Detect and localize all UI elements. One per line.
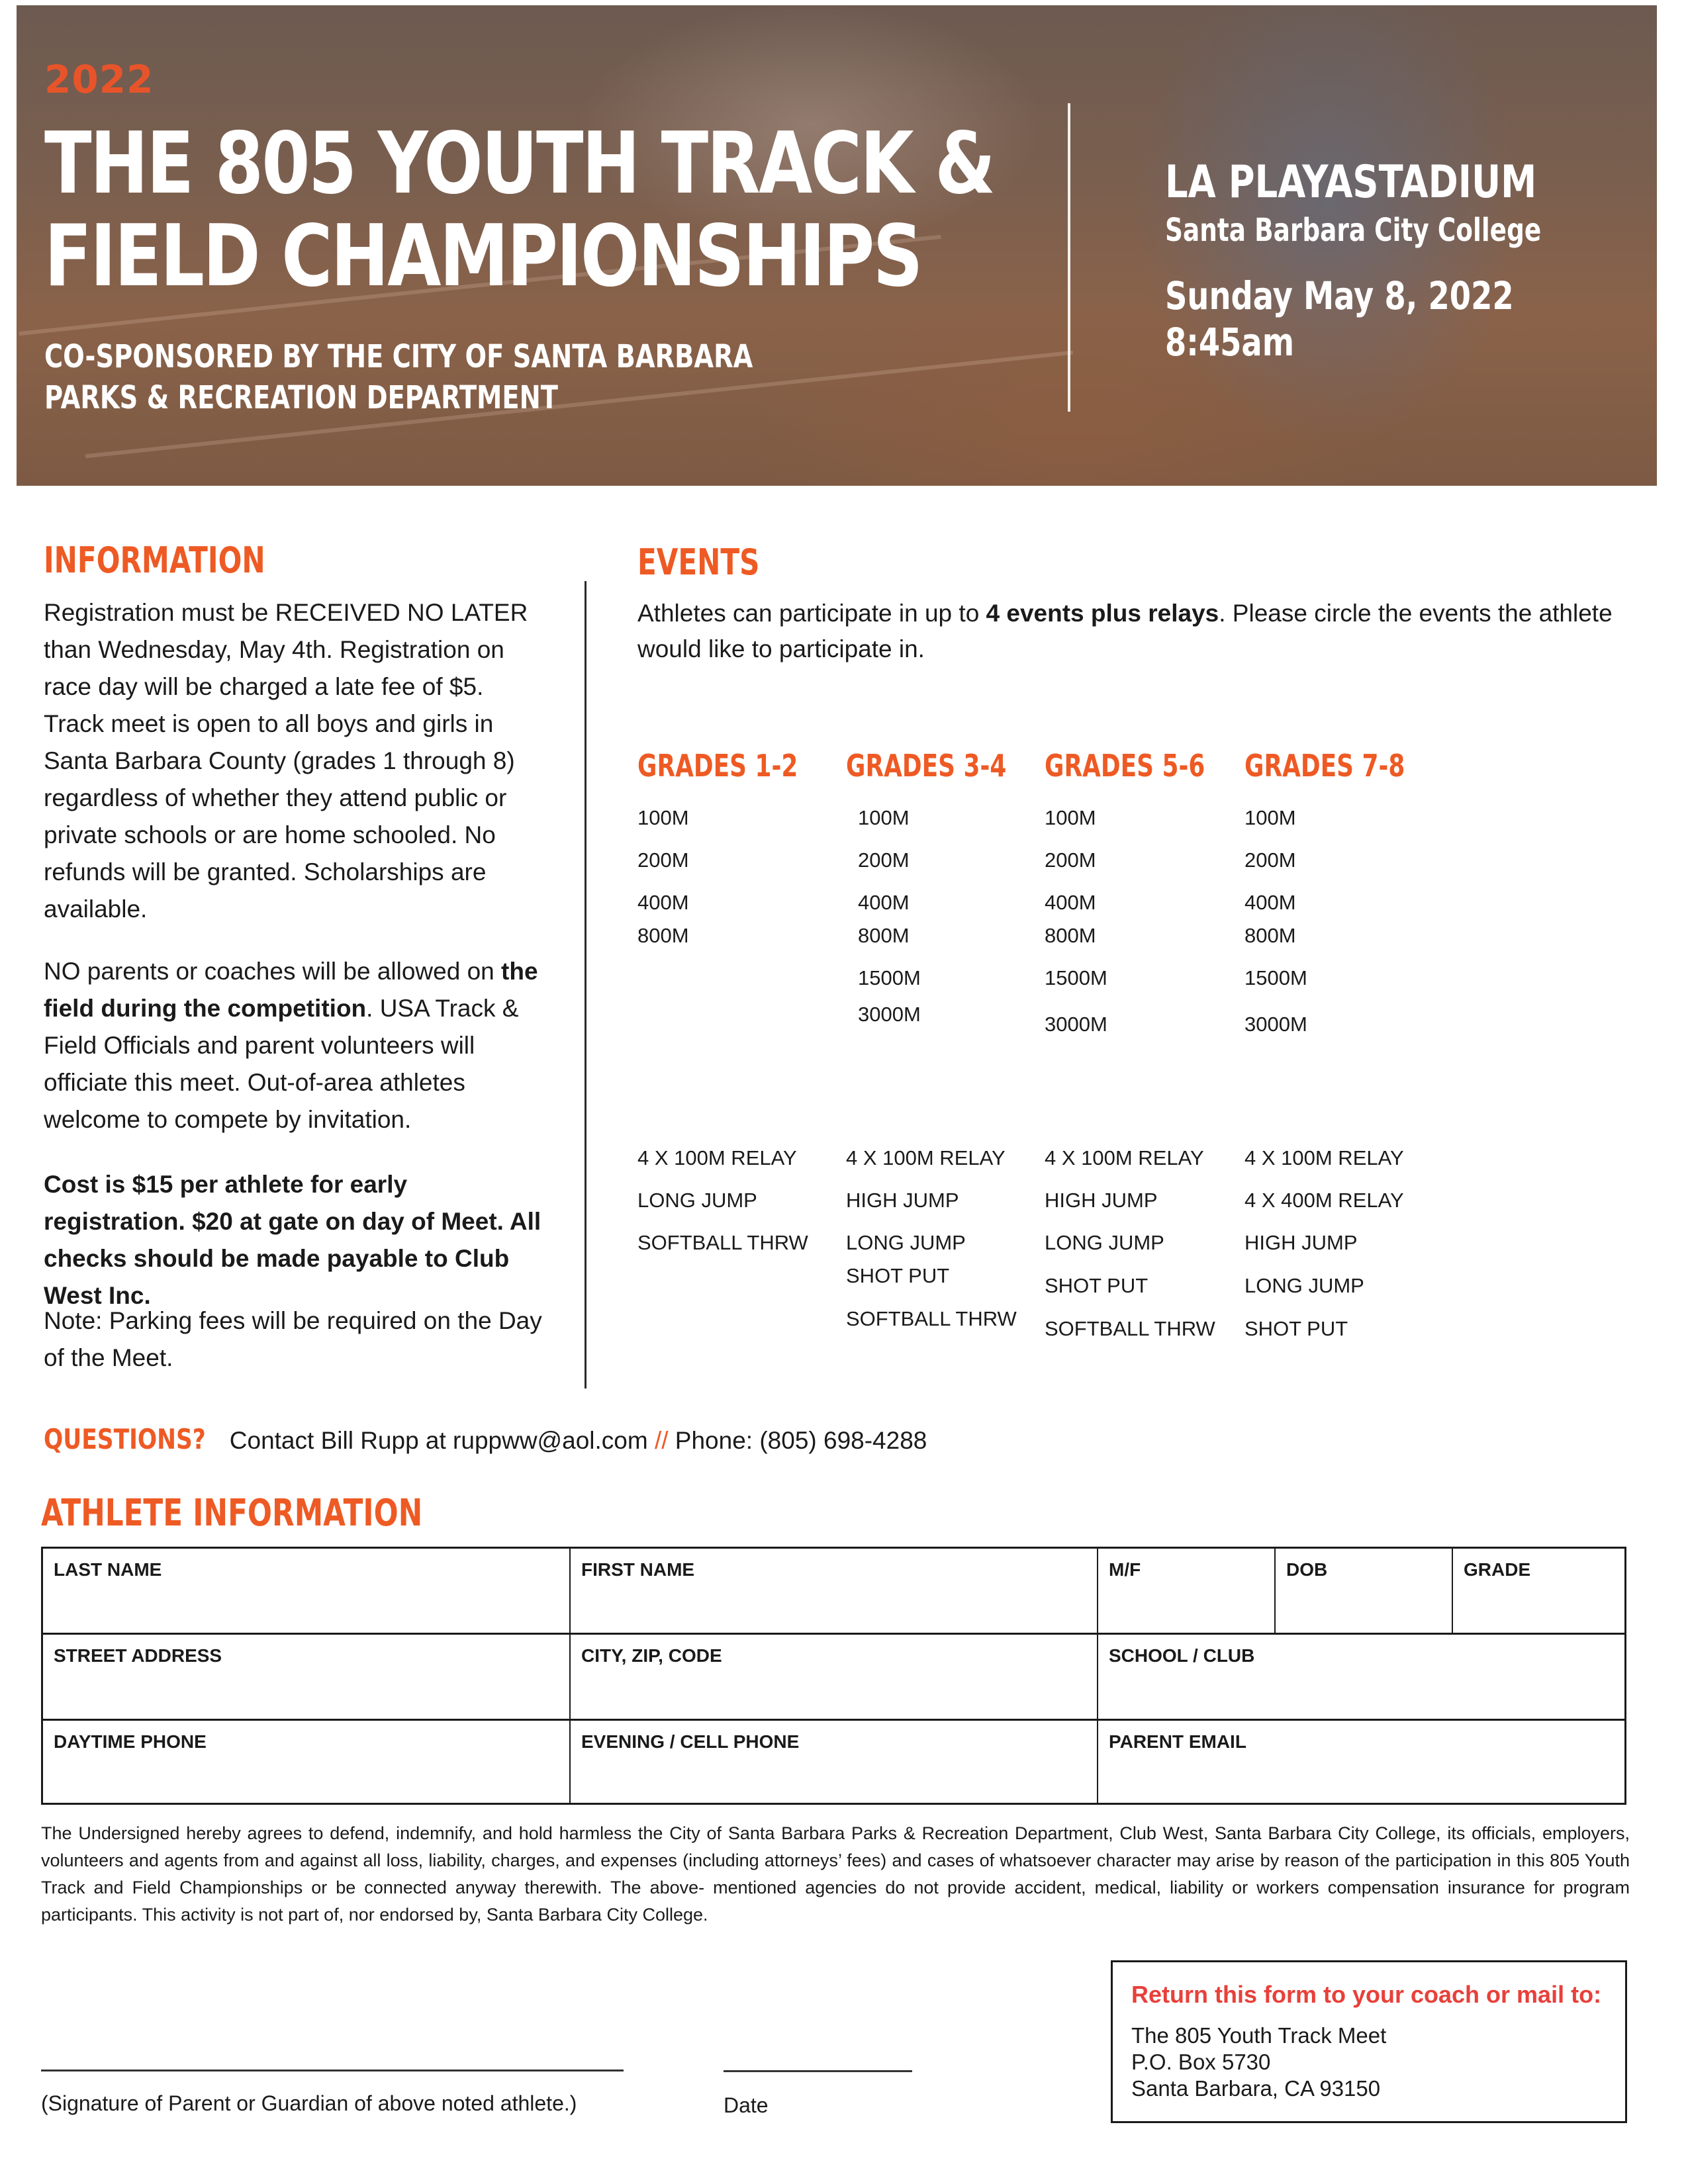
- grade-heading: GRADES 5-6: [1045, 748, 1205, 784]
- grade-label: GRADE: [1464, 1559, 1531, 1580]
- questions-label: QUESTIONS?: [44, 1423, 206, 1455]
- venue-name: LA PLAYASTADIUM: [1165, 156, 1537, 208]
- city-zip-input[interactable]: [580, 1683, 1088, 1711]
- street-address-cell: [43, 1635, 571, 1721]
- return-address-box: [1111, 1960, 1627, 2123]
- dob-input[interactable]: [1285, 1597, 1442, 1625]
- first-name-cell: [571, 1549, 1098, 1635]
- dob-cell: [1276, 1549, 1453, 1635]
- event-date: Sunday May 8, 2022: [1165, 273, 1514, 318]
- page-title: [44, 114, 994, 306]
- event-year: 2022: [44, 57, 154, 102]
- event-option[interactable]: 800M: [637, 924, 689, 947]
- event-option[interactable]: 3000M: [858, 1003, 921, 1026]
- event-option[interactable]: 3000M: [1244, 1013, 1307, 1036]
- athlete-information-form: [41, 1547, 1626, 1805]
- event-option[interactable]: 400M: [1244, 891, 1296, 914]
- event-option[interactable]: 800M: [1244, 924, 1296, 947]
- event-option[interactable]: 400M: [637, 891, 689, 914]
- cell-phone-input[interactable]: [580, 1767, 1088, 1795]
- first-name-input[interactable]: [580, 1597, 1088, 1625]
- date-label: Date: [724, 2093, 769, 2117]
- return-title: Return this form to your coach or mail to:: [1131, 1981, 1602, 2008]
- events-intro-end: . Please circle the events the athlete would like to participate in.: [637, 600, 1613, 662]
- school-club-label: SCHOOL / CLUB: [1109, 1645, 1255, 1666]
- event-option[interactable]: 3000M: [1045, 1013, 1107, 1036]
- event-option[interactable]: LONG JUMP: [637, 1189, 757, 1212]
- parent-email-input[interactable]: [1107, 1767, 1615, 1795]
- event-option[interactable]: 4 X 100M RELAY: [1045, 1146, 1204, 1169]
- title-line-1: THE 805 YOUTH TRACK &: [44, 114, 994, 213]
- event-option[interactable]: SOFTBALL THRW: [846, 1307, 1017, 1330]
- event-option[interactable]: LONG JUMP: [846, 1231, 966, 1254]
- daytime-phone-label: DAYTIME PHONE: [54, 1731, 207, 1752]
- date-line[interactable]: [724, 2070, 912, 2072]
- event-option[interactable]: 400M: [858, 891, 910, 914]
- event-option[interactable]: SOFTBALL THRW: [637, 1231, 808, 1254]
- event-option[interactable]: 200M: [1045, 848, 1096, 872]
- event-option[interactable]: 1500M: [1244, 966, 1307, 989]
- signature-line[interactable]: [41, 2070, 624, 2071]
- questions-contact: [44, 1423, 927, 1455]
- cosponsor-line-1: CO-SPONSORED BY THE CITY OF SANTA BARBARA: [44, 338, 753, 375]
- cell-phone-cell: [571, 1721, 1098, 1803]
- event-option[interactable]: SHOT PUT: [1045, 1274, 1149, 1297]
- event-option[interactable]: 800M: [1045, 924, 1096, 947]
- event-option[interactable]: HIGH JUMP: [1045, 1189, 1158, 1212]
- event-option[interactable]: 100M: [637, 806, 689, 829]
- information-heading: INFORMATION: [44, 539, 265, 581]
- first-name-label: FIRST NAME: [581, 1559, 695, 1580]
- event-option[interactable]: 100M: [1045, 806, 1096, 829]
- event-option[interactable]: HIGH JUMP: [1244, 1231, 1358, 1254]
- phone-text: Phone: (805) 698-4288: [668, 1427, 927, 1454]
- contact-text: Contact Bill Rupp at ruppww@aol.com: [222, 1427, 655, 1454]
- event-option[interactable]: 1500M: [858, 966, 921, 989]
- grade-heading: GRADES 7-8: [1244, 748, 1405, 784]
- grade-input[interactable]: [1462, 1597, 1615, 1625]
- last-name-input[interactable]: [52, 1597, 560, 1625]
- hero-banner: [17, 5, 1657, 486]
- banner-divider: [1068, 103, 1070, 412]
- info-p2-bold: the field during the competition: [44, 958, 538, 1022]
- mf-label: M/F: [1109, 1559, 1141, 1580]
- event-option[interactable]: 100M: [1244, 806, 1296, 829]
- street-address-label: STREET ADDRESS: [54, 1645, 222, 1666]
- city-zip-cell: [571, 1635, 1098, 1721]
- events-intro: [637, 596, 1644, 667]
- cosponsor-line-2: PARKS & RECREATION DEPARTMENT: [44, 379, 558, 416]
- daytime-phone-input[interactable]: [52, 1767, 560, 1795]
- signature-label: (Signature of Parent or Guardian of above noted athlete.): [41, 2091, 577, 2115]
- cosponsor-text: [44, 336, 753, 418]
- event-option[interactable]: 200M: [637, 848, 689, 872]
- event-time: 8:45am: [1165, 320, 1295, 365]
- grade-cell: [1453, 1549, 1624, 1635]
- school-club-cell: [1098, 1635, 1624, 1721]
- school-club-input[interactable]: [1107, 1683, 1615, 1711]
- events-intro-start: Athletes can participate in up to: [637, 600, 986, 627]
- city-zip-label: CITY, ZIP, CODE: [581, 1645, 722, 1666]
- address-line-2: P.O. Box 5730: [1131, 2050, 1271, 2074]
- address-line-1: The 805 Youth Track Meet: [1131, 2023, 1387, 2048]
- event-option[interactable]: SHOT PUT: [846, 1264, 950, 1287]
- info-field-access-paragraph: [44, 953, 547, 1138]
- event-option[interactable]: 4 X 100M RELAY: [846, 1146, 1006, 1169]
- liability-waiver: The Undersigned hereby agrees to defend, indemnify, and hold harmless the City of Santa Barbara Parks & Recreation Department, Club West, Santa Barbara City College, its officials, employers, volunteers and agents from and against all loss, liability, charges, and expenses (including attorneys’ fees) and cases of whatsoever character may arise by reason of the participation in this 805 Youth Track and Field Championships or be connected anyway therewith. The above- mentioned agencies do not provide accident, medical, liability or workers compensation insurance for program participants. This activity is not part of, nor endorsed by, Santa Barbara City College.: [41, 1823, 1630, 1925]
- event-option[interactable]: 1500M: [1045, 966, 1107, 989]
- info-parking-note: Note: Parking fees will be required on the Day of the Meet.: [44, 1307, 542, 1371]
- daytime-phone-cell: [43, 1721, 571, 1803]
- event-option[interactable]: 800M: [858, 924, 910, 947]
- event-option[interactable]: 100M: [858, 806, 910, 829]
- event-option[interactable]: 4 X 400M RELAY: [1244, 1189, 1404, 1212]
- event-option[interactable]: 4 X 100M RELAY: [1244, 1146, 1404, 1169]
- events-intro-bold: 4 events plus relays: [986, 600, 1219, 627]
- event-option[interactable]: 200M: [858, 848, 910, 872]
- address-line-3: Santa Barbara, CA 93150: [1131, 2076, 1381, 2101]
- dob-label: DOB: [1286, 1559, 1328, 1580]
- parent-email-label: PARENT EMAIL: [1109, 1731, 1246, 1752]
- cell-phone-label: EVENING / CELL PHONE: [581, 1731, 800, 1752]
- street-address-input[interactable]: [52, 1683, 560, 1711]
- info-cost-paragraph: Cost is $15 per athlete for early registration. $20 at gate on day of Meet. All checks should be made payable to Club West Inc.: [44, 1171, 541, 1309]
- info-registration-paragraph: Registration must be RECEIVED NO LATER than Wednesday, May 4th. Registration on race day will be charged a late fee of $5. Track meet is open to all boys and girls in Santa Barbara County (grades 1 through 8) regardless of whether they attend public or private schools or are home schooled. No refunds will be granted. Scholarships are available.: [44, 599, 528, 923]
- grade-heading: GRADES 3-4: [846, 748, 1007, 784]
- event-option[interactable]: 400M: [1045, 891, 1096, 914]
- mf-input[interactable]: [1107, 1597, 1265, 1625]
- event-option[interactable]: LONG JUMP: [1244, 1274, 1364, 1297]
- mf-cell: [1098, 1549, 1276, 1635]
- title-line-2: FIELD CHAMPIONSHIPS: [44, 207, 921, 306]
- event-option[interactable]: HIGH JUMP: [846, 1189, 959, 1212]
- events-heading: EVENTS: [637, 541, 760, 583]
- event-option[interactable]: SHOT PUT: [1244, 1317, 1348, 1340]
- separator: //: [654, 1427, 669, 1454]
- column-divider: [585, 581, 586, 1388]
- grade-heading: GRADES 1-2: [637, 748, 798, 784]
- info-p2-start: NO parents or coaches will be allowed on: [44, 958, 494, 985]
- athlete-information-heading: ATHLETE INFORMATION: [41, 1492, 423, 1535]
- event-option[interactable]: LONG JUMP: [1045, 1231, 1164, 1254]
- info-p2-end: . USA Track & Field Officials and parent volunteers will officiate this meet. Out-of-area athletes welcome to compete by invitation.: [44, 995, 519, 1133]
- last-name-cell: [43, 1549, 571, 1635]
- parent-email-cell: [1098, 1721, 1624, 1803]
- last-name-label: LAST NAME: [54, 1559, 162, 1580]
- event-option[interactable]: 4 X 100M RELAY: [637, 1146, 797, 1169]
- event-option[interactable]: 200M: [1244, 848, 1296, 872]
- venue-location: Santa Barbara City College: [1165, 212, 1542, 249]
- event-option[interactable]: SOFTBALL THRW: [1045, 1317, 1215, 1340]
